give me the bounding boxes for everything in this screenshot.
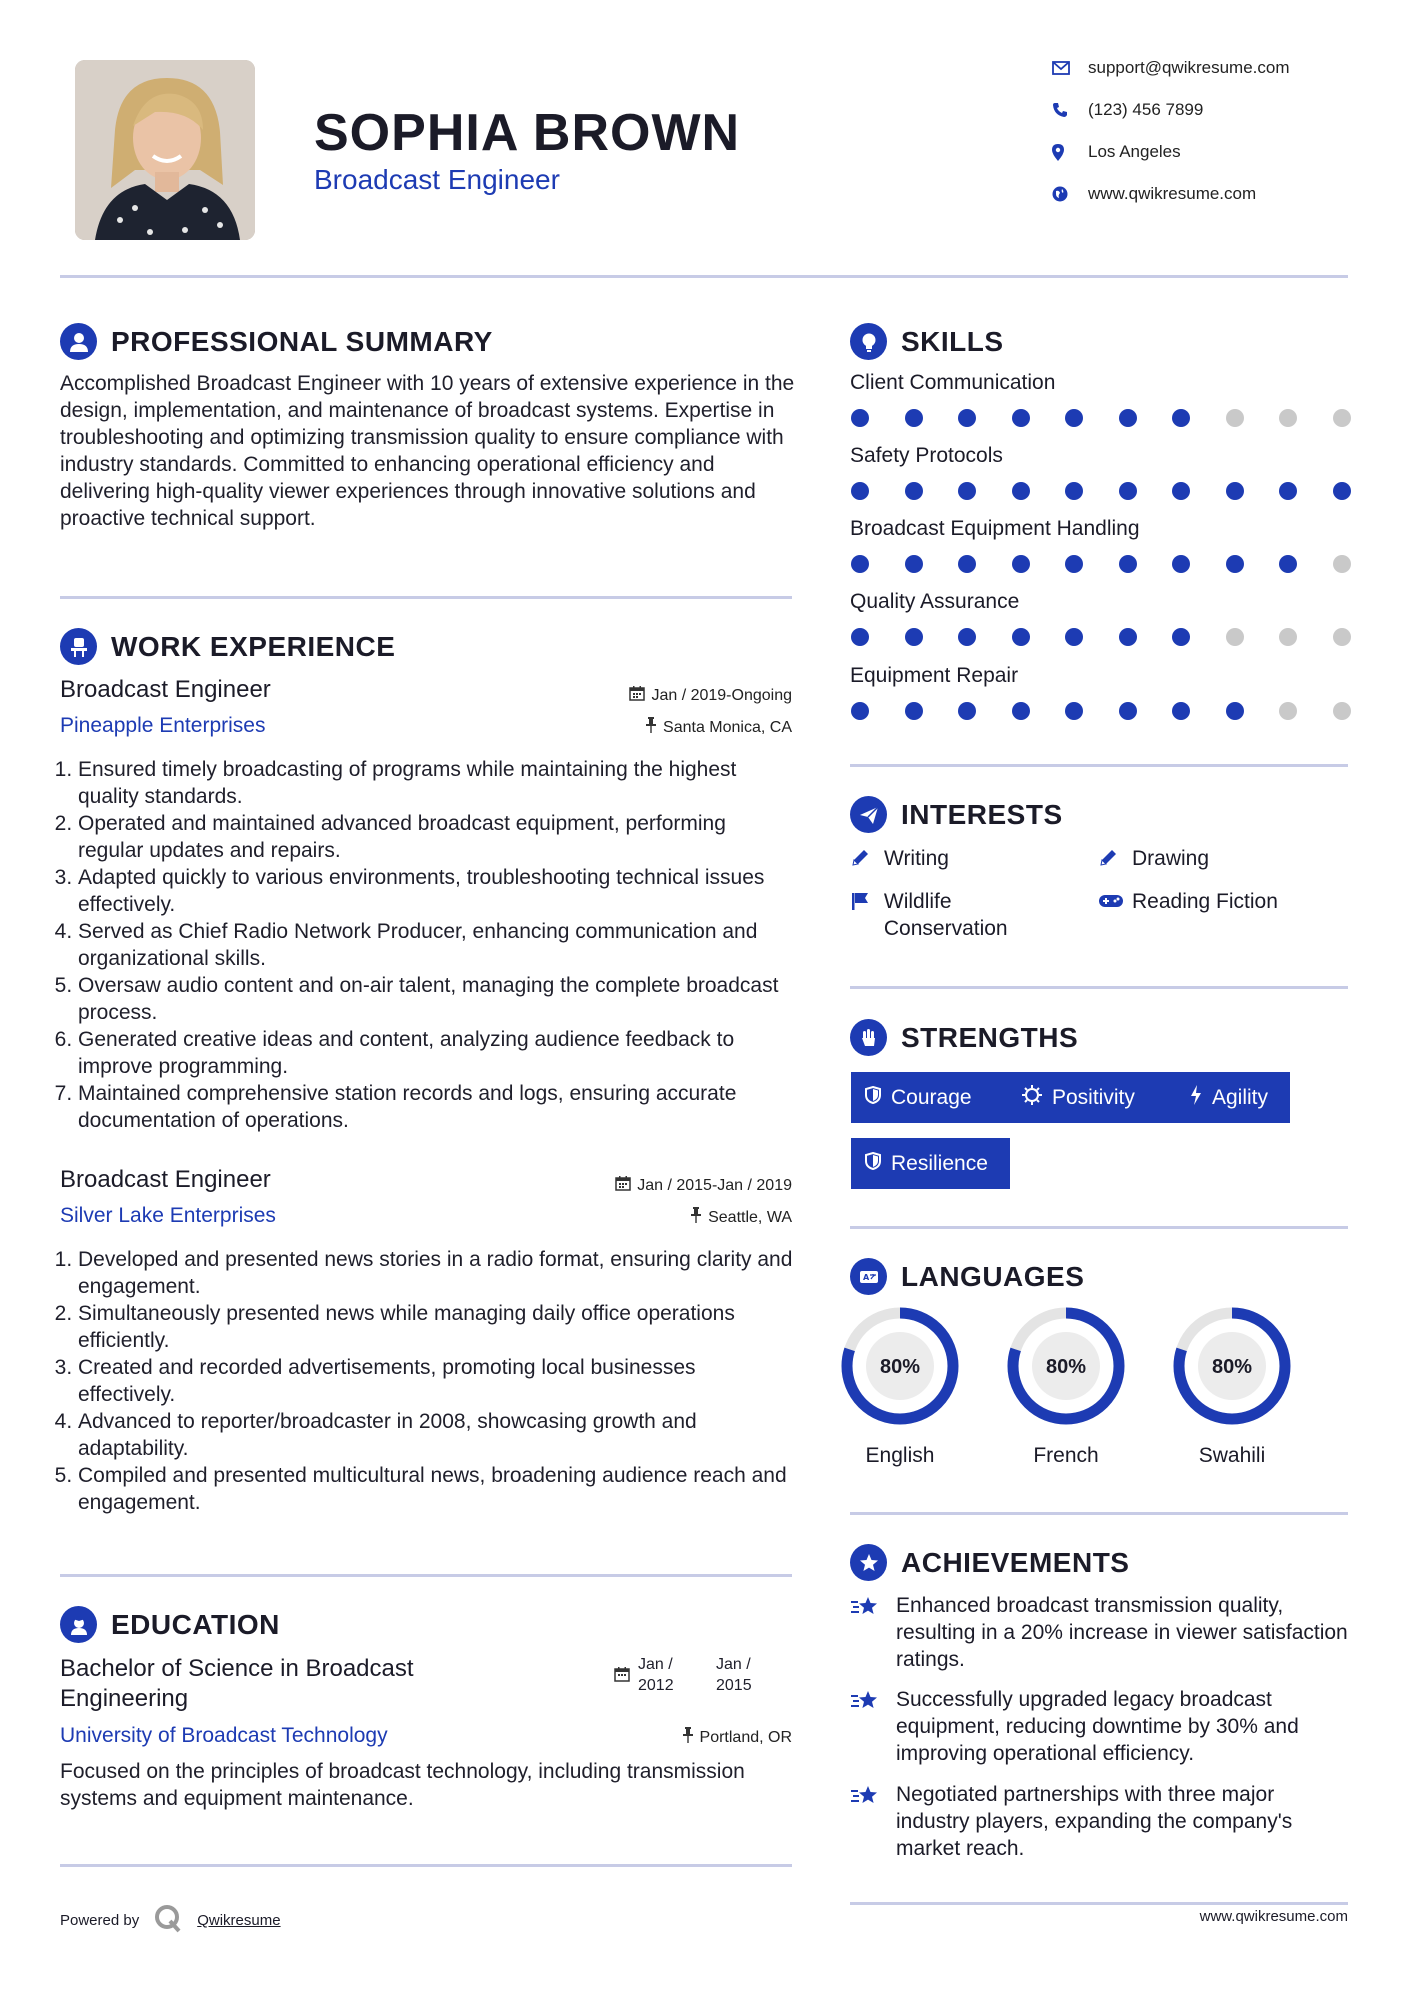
lightning-icon [1190,1085,1202,1111]
language-percent-label: 80% [1045,1356,1087,1378]
skill-dot-empty [1279,409,1297,427]
list-item: 5. Compiled and presented multicultural news, broadening audience reach and engagement. [78,1462,796,1516]
summary-heading: PROFESSIONAL SUMMARY [60,323,493,360]
contact-email[interactable]: support@qwikresume.com [1050,58,1370,78]
svg-text:A: A [862,1272,870,1282]
list-item: 2. Operated and maintained advanced broadcast equipment, performing regular updates and repairs. [78,810,796,864]
job-2-location: Seattle, WA [560,1207,792,1228]
paper-plane-icon [850,796,887,833]
skill-rating [851,555,1351,573]
skill-dot-filled [1172,628,1190,646]
skill-dot-empty [1226,628,1244,646]
skill-dot-filled [1065,702,1083,720]
shooting-star-icon [850,1686,882,1767]
skill-dot-filled [1012,482,1030,500]
skill-dot-filled [1226,482,1244,500]
chair-icon [60,628,97,665]
achievement-item: Negotiated partnerships with three major industry players, expanding the company's market reach. [850,1781,1348,1862]
language-gauge [1002,1302,1130,1430]
flag-icon [850,888,872,918]
skill-dot-empty [1226,409,1244,427]
strength-tag: Courage [851,1072,1009,1123]
footer-website[interactable]: www.qwikresume.com [1199,1908,1348,1925]
list-item: 6. Generated creative ideas and content, analyzing audience feedback to improve programming. [78,1026,796,1080]
degree-title: Bachelor of Science in Broadcast Engineering [60,1655,414,1712]
list-item: 3. Created and recorded advertisements, promoting local businesses effectively. [78,1354,796,1408]
job-1-location: Santa Monica, CA [560,717,792,738]
globe-icon [1050,186,1088,202]
skill-dot-filled [1119,409,1137,427]
pushpin-icon [682,1727,694,1748]
list-item: 3. Adapted quickly to various environments, troubleshooting technical issues effectively. [78,864,796,918]
language-gauge [1168,1302,1296,1430]
school-name: University of Broadcast Technology [60,1724,388,1747]
list-item: 5. Oversaw audio content and on-air talent, managing the complete broadcast process. [78,972,796,1026]
skill-dot-filled [1065,409,1083,427]
skill-dot-filled [851,409,869,427]
pencil-icon [850,845,872,875]
achievement-item: Enhanced broadcast transmission quality, resulting in a 20% increase in viewer satisfaction ratings. [850,1592,1348,1673]
lightbulb-icon [850,323,887,360]
interest-item: Drawing [1098,845,1348,875]
skill-dot-empty [1333,702,1351,720]
job-2-title: Broadcast Engineer [60,1166,271,1193]
education-end: Jan / 2015 [716,1656,752,1694]
calendar-icon [629,685,645,706]
skill-dot-filled [905,702,923,720]
education-description: Focused on the principles of broadcast technology, including transmission systems and equipment maintenance. [60,1760,745,1810]
job-1-duties [60,756,796,1134]
language-item [1167,1302,1297,1468]
languages-heading: A LANGUAGES [850,1258,1084,1295]
skill-name: Equipment Repair [850,664,1019,687]
list-item: 4. Served as Chief Radio Network Producer, enhancing communication and organizational skills. [78,918,796,972]
skill-dot-filled [1279,555,1297,573]
calendar-icon [614,1666,630,1687]
skill-dot-empty [1333,555,1351,573]
skill-rating [851,482,1351,500]
skill-dot-filled [958,409,976,427]
summary-text: Accomplished Broadcast Engineer with 10 years of extensive experience in the design, implementation, and maintenance of broadcast systems. Expertise in troubleshooting and optimizing transmission quality to ensure compliance with industry standards. Committed to enhancing operational efficiency and delivering high-quality viewer experiences through innovative solutions and proactive technical support. [60,372,795,530]
skill-dot-filled [958,482,976,500]
skill-dot-empty [1333,628,1351,646]
qwikresume-link[interactable]: Qwikresume [197,1912,281,1929]
skill-dot-filled [1226,702,1244,720]
skill-dot-filled [958,555,976,573]
language-name: English [865,1444,935,1467]
interest-item: Reading Fiction [1098,888,1348,918]
achievements-heading: ACHIEVEMENTS [850,1544,1129,1581]
skill-dot-filled [905,409,923,427]
skill-dot-filled [851,482,869,500]
interest-item: Wildlife Conservation [850,888,1080,942]
translate-icon [850,1258,887,1295]
skill-dot-filled [1172,409,1190,427]
job-2-dates: Jan / 2015-Jan / 2019 [540,1175,792,1196]
contact-phone[interactable]: (123) 456 7899 [1050,100,1370,120]
education-heading: EDUCATION [60,1606,280,1643]
skill-dot-filled [851,702,869,720]
shield-icon [865,1086,881,1110]
job-1-dates: Jan / 2019-Ongoing [560,685,792,706]
contact-website[interactable]: www.qwikresume.com [1050,184,1370,204]
skill-dot-filled [1279,482,1297,500]
summary-divider [60,596,792,599]
languages-chart [850,1302,1348,1482]
work-heading: WORK EXPERIENCE [60,628,395,665]
language-name: Swahili [1198,1444,1266,1467]
work-divider [60,1574,792,1577]
skill-rating [851,702,1351,720]
skill-name: Safety Protocols [850,444,1003,467]
candidate-title: Broadcast Engineer [314,164,560,195]
strength-tag: Agility [1176,1072,1290,1123]
achievements-divider [850,1902,1348,1905]
skill-dot-filled [1119,555,1137,573]
skill-dot-filled [958,628,976,646]
skill-rating [851,628,1351,646]
language-item [1001,1302,1131,1468]
job-2-company: Silver Lake Enterprises [60,1204,276,1227]
skill-dot-filled [905,555,923,573]
skill-dot-filled [1065,482,1083,500]
shooting-star-icon [850,1781,882,1862]
shield-icon [865,1152,881,1176]
languages-divider [850,1512,1348,1515]
sun-icon [1022,1085,1042,1111]
skill-rating [851,409,1351,427]
star-badge-icon [850,1544,887,1581]
list-item: 1. Ensured timely broadcasting of programs while maintaining the highest quality standards. [78,756,796,810]
job-1-company: Pineapple Enterprises [60,714,266,737]
interests-divider [850,986,1348,989]
skill-dot-filled [1226,555,1244,573]
skill-dot-filled [1119,702,1137,720]
language-gauge [836,1302,964,1430]
user-icon [60,323,97,360]
strengths-divider [850,1226,1348,1229]
profile-photo [75,60,255,240]
list-item: 4. Advanced to reporter/broadcaster in 2008, showcasing growth and adaptability. [78,1408,796,1462]
skill-dot-empty [1279,628,1297,646]
pushpin-icon [690,1207,702,1228]
skill-dot-filled [851,628,869,646]
skill-name: Broadcast Equipment Handling [850,517,1140,540]
skill-dot-filled [1012,702,1030,720]
qwikresume-logo-icon [153,1903,183,1938]
skill-dot-empty [1333,409,1351,427]
envelope-icon [1050,61,1088,75]
education-divider [60,1864,792,1867]
list-item: 7. Maintained comprehensive station records and logs, ensuring accurate documentation of operations. [78,1080,796,1134]
list-item: 2. Simultaneously presented news while managing daily office operations efficiently. [78,1300,796,1354]
raised-hand-icon [850,1019,887,1056]
powered-by: Powered by Qwikresume [60,1903,281,1938]
skill-dot-filled [1065,628,1083,646]
skills-heading: SKILLS [850,323,1004,360]
shooting-star-icon [850,1592,882,1673]
skill-dot-filled [1172,555,1190,573]
contact-location: Los Angeles [1050,142,1370,162]
map-pin-icon [1050,144,1088,161]
strengths-heading: STRENGTHS [850,1019,1078,1056]
language-item [835,1302,965,1468]
interests-heading: INTERESTS [850,796,1063,833]
skill-name: Quality Assurance [850,590,1020,613]
header-divider [60,275,1348,278]
phone-icon [1050,102,1088,118]
language-name: French [1033,1444,1099,1467]
skill-dot-filled [1065,555,1083,573]
skill-dot-filled [1012,555,1030,573]
candidate-name: SOPHIA BROWN [314,104,741,162]
skill-dot-filled [905,628,923,646]
calendar-icon [615,1175,631,1196]
job-2-duties [60,1246,796,1516]
skill-dot-filled [1012,409,1030,427]
graduate-icon [60,1606,97,1643]
skill-dot-filled [1172,702,1190,720]
language-percent-label: 80% [1211,1356,1253,1378]
skill-dot-filled [851,555,869,573]
education-start: Jan / 2012 [638,1656,674,1694]
skill-dot-filled [1012,628,1030,646]
skill-dot-filled [905,482,923,500]
strength-tag: Resilience [851,1138,1010,1189]
pencil-icon [1098,845,1120,875]
job-1-title: Broadcast Engineer [60,676,271,703]
education-location: Portland, OR [560,1727,792,1748]
interest-item: Writing [850,845,1080,875]
list-item: 1. Developed and presented news stories in a radio format, ensuring clarity and engagement. [78,1246,796,1300]
skill-dot-filled [1172,482,1190,500]
skills-divider [850,764,1348,767]
achievement-item: Successfully upgraded legacy broadcast equipment, reducing downtime by 30% and improving operational efficiency. [850,1686,1348,1767]
skill-dot-empty [1279,702,1297,720]
skill-dot-filled [958,702,976,720]
skill-dot-filled [1119,628,1137,646]
gamepad-icon [1098,888,1120,918]
pushpin-icon [645,717,657,738]
skill-dot-filled [1119,482,1137,500]
strength-tag: Positivity [1008,1072,1196,1123]
language-percent-label: 80% [879,1356,921,1378]
skill-name: Client Communication [850,371,1056,394]
skill-dot-filled [1333,482,1351,500]
